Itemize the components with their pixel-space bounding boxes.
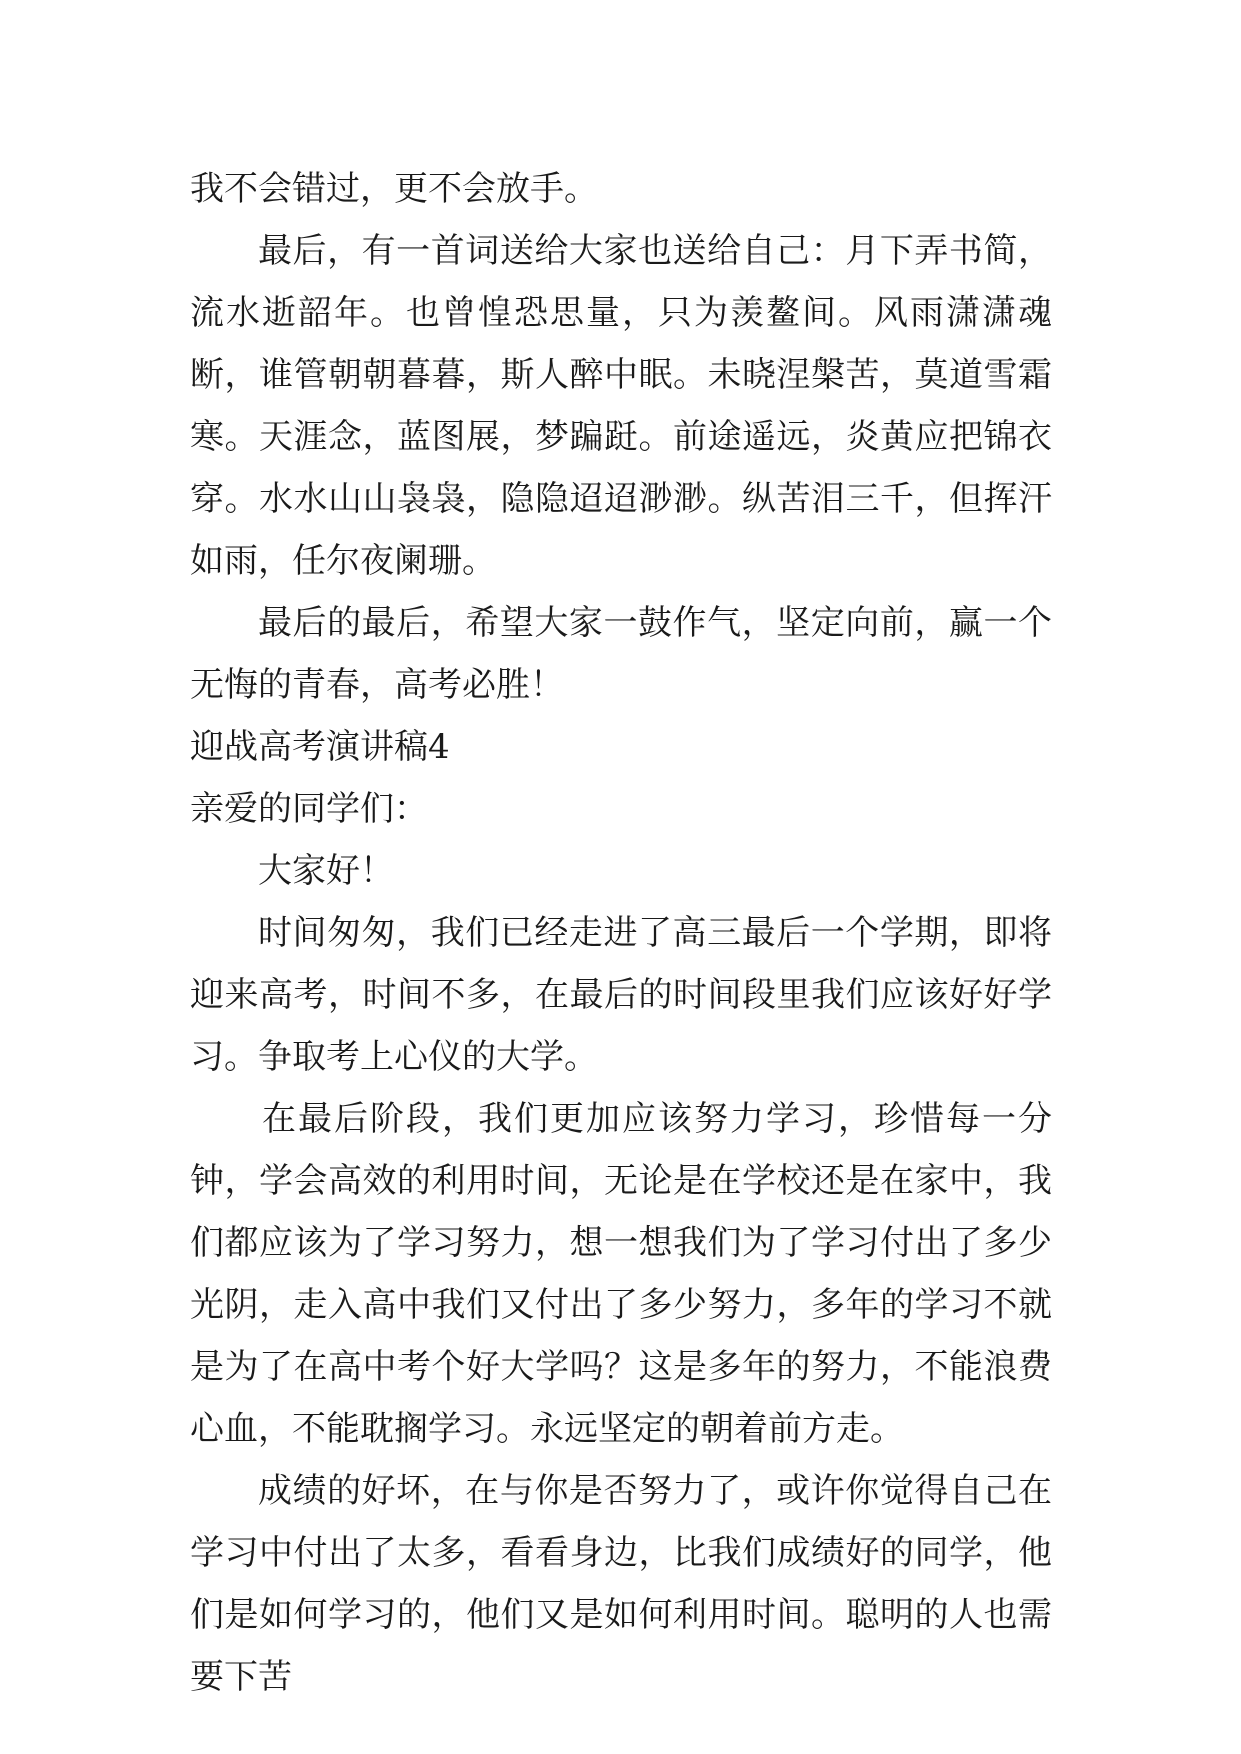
paragraph-final-wish: 最后的最后，希望大家一鼓作气，坚定向前，赢一个无悔的青春，高考必胜！: [190, 603, 1052, 705]
paragraph-continued: 我不会错过，更不会放手。: [190, 169, 598, 209]
section-heading: 迎战高考演讲稿4: [190, 727, 450, 767]
salutation: 亲爱的同学们：: [190, 789, 428, 829]
paragraph-grades: 成绩的好坏，在与你是否努力了，或许你觉得自己在学习中付出了太多，看看身边，比我们成绩好的同学，他们是如何学习的，他们又是如何利用时间。聪明的人也需要下苦: [190, 1471, 1052, 1697]
paragraph-final-stage: 在最后阶段，我们更加应该努力学习，珍惜每一分钟，学会高效的利用时间，无论是在学校还是在家中，我们都应该为了学习努力，想一想我们为了学习付出了多少光阴，走入高中我们又付出了多少努力，多年的学习不就是为了在高中考个好大学吗？这是多年的努力，不能浪费心血，不能耽搁学习。永远坚定的朝着前方走。: [190, 1099, 1052, 1449]
document-body: [190, 158, 1052, 1708]
paragraph-time-passing: 时间匆匆，我们已经走进了高三最后一个学期，即将迎来高考，时间不多，在最后的时间段里我们应该好好学习。争取考上心仪的大学。: [190, 913, 1052, 1077]
paragraph-closing-poem: 最后，有一首词送给大家也送给自己：月下弄书简，流水逝韶年。也曾惶恐思量，只为羡鳌间。风雨潇潇魂断，谁管朝朝暮暮，斯人醉中眠。未晓涅槃苦，莫道雪霜寒。天涯念，蓝图展，梦蹁跹。前途遥远，炎黄应把锦衣穿。水水山山袅袅，隐隐迢迢渺渺。纵苦泪三千，但挥汗如雨，任尔夜阑珊。: [190, 231, 1052, 581]
greeting: 大家好！: [258, 851, 394, 891]
